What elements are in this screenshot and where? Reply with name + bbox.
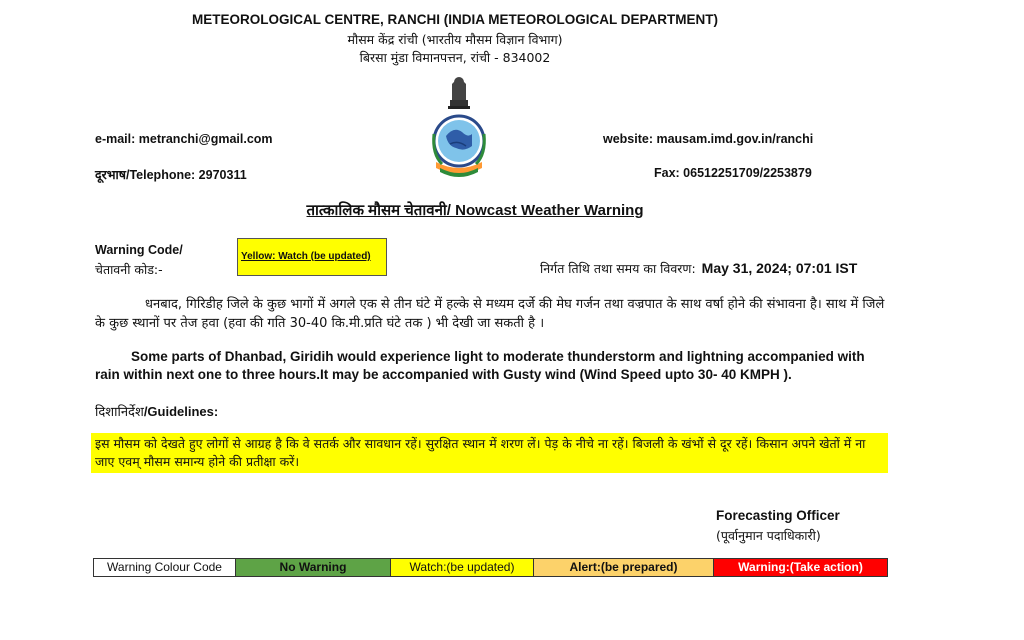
guidelines-heading (95, 402, 218, 420)
warning-code-label-en: Warning Code/ (95, 243, 183, 257)
page-title-text: तात्कालिक मौसम चेतावनी/ Nowcast Weather Warning (306, 202, 644, 219)
header-title-hi: मौसम केंद्र रांची (भारतीय मौसम विज्ञान विभाग) (347, 32, 563, 47)
issue-datetime (540, 260, 857, 277)
legend-watch: Watch:(be updated) (391, 559, 534, 576)
page-title (0, 200, 950, 220)
issue-label: निर्गत तिथि तथा समय का विवरण: (540, 261, 696, 276)
guidelines-label-hi: दिशानिर्देश (95, 405, 144, 420)
guidelines-label-en: /Guidelines: (143, 404, 219, 419)
fax-text: Fax: 06512251709/2253879 (654, 166, 812, 180)
warning-text-english: Some parts of Dhanbad, Giridih would experience light to moderate thunderstorm and lightning accompanied with rain within next one to three hours.It may be accompanied with Gusty wind (Wind Speed upto 30- 40 KMPH ). (95, 349, 865, 382)
email-text: e-mail: metranchi@gmail.com (95, 132, 273, 146)
website-text: website: mausam.imd.gov.in/ranchi (603, 132, 814, 146)
warning-code-value: Yellow: Watch (be updated) (237, 238, 387, 276)
imd-emblem-icon (428, 74, 490, 182)
header-address: बिरसा मुंडा विमानपत्तन, रांची - 834002 (359, 50, 551, 65)
warning-text-hindi: धनबाद, गिरिडीह जिले के कुछ भागों में अगले एक से तीन घंटे में हल्के से मध्यम दर्जे की मेघ गर्जन तथा वज्रपात के साथ वर्षा होने की संभावना है। साथ में जिले के कुछ स्थानों पर तेज हवा (हवा की गति 30-40 कि.मी.प्रति घंटे तक ) भी देखी जा सकती है । (95, 297, 885, 331)
warning-code-label-hi: चेतावनी कोड:- (95, 262, 163, 277)
issue-date: May 31, 2024; 07:01 IST (701, 260, 858, 276)
officer-title-hi: (पूर्वानुमान पदाधिकारी) (716, 528, 821, 543)
legend-label: Warning Colour Code (94, 559, 236, 576)
header-title-en: METEOROLOGICAL CENTRE, RANCHI (INDIA METEOROLOGICAL DEPARTMENT) (192, 12, 718, 27)
guidelines-text: इस मौसम को देखते हुए लोगों से आग्रह है कि वे सतर्क और सावधान रहें। सुरक्षित स्थान में शरण लें। पेड़ के नीचे ना रहें। बिजली के खंभों से दूर रहें। किसान अपने खेतों में ना जाए एवम् मौसम समान्य होने की प्रतीक्षा करें। (91, 433, 888, 473)
legend-no-warning: No Warning (236, 559, 391, 576)
telephone-text: दूरभाष/Telephone: 2970311 (95, 168, 247, 182)
officer-title-en: Forecasting Officer (716, 508, 840, 523)
warning-colour-legend (93, 558, 888, 577)
legend-warning: Warning:(Take action) (714, 559, 887, 576)
legend-alert: Alert:(be prepared) (534, 559, 714, 576)
warning-code-label (95, 241, 183, 279)
